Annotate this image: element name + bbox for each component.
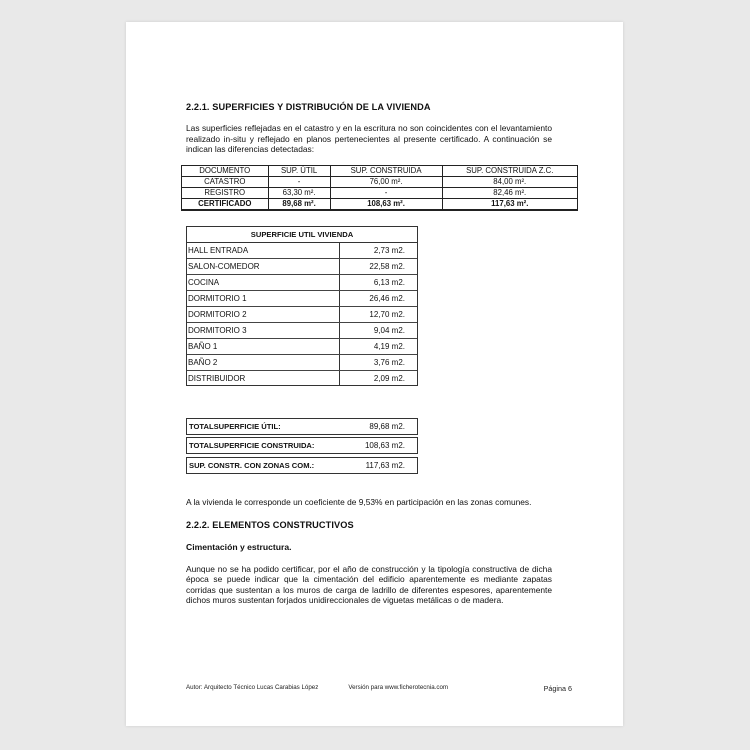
comparison-row [182,176,578,187]
header-cell: DOCUMENTO [182,165,269,176]
header-cell: SUP. ÚTIL [268,165,330,176]
page-number: Página 6 [543,684,572,693]
cell: 63,30 m². [268,187,330,198]
cell: CATASTRO [182,176,269,187]
total-label: SUP. CONSTR. CON ZONAS COM.: [189,461,315,470]
section-title: 2.2.1. SUPERFICIES Y DISTRIBUCIÓN DE LA VIVIENDA [186,102,431,112]
page-content [186,102,554,606]
subsection-title: Cimentación y estructura. [186,541,292,552]
comparison-row-certificado [182,198,578,210]
comparison-header-row [182,165,578,176]
cell: - [268,176,330,187]
room-area: 4,19 m2. [339,339,417,354]
room-name: BAÑO 2 [188,357,218,367]
room-name: DORMITORIO 1 [188,293,247,303]
room-name: DORMITORIO 2 [188,309,247,319]
table-row [187,339,417,355]
room-name: DISTRIBUIDOR [188,373,246,383]
table-row [187,275,417,291]
room-area: 2,73 m2. [339,243,417,258]
total-value: 117,63 m2. [365,461,405,470]
table-row [187,259,417,275]
cell: 84,00 m². [442,176,578,187]
room-name: HALL ENTRADA [188,246,249,255]
cell: - [330,187,442,198]
coefficient-paragraph: A la vivienda le corresponde un coeficiente de 9,53% en participación en las zonas comunes. [186,497,532,507]
total-built-area [186,437,418,454]
room-area: 26,46 m2. [339,291,417,306]
document-page [126,22,623,726]
footer-author: Autor: Arquitecto Técnico Lucas Carabias López [186,684,319,691]
body-paragraph: Aunque no se ha podido certificar, por el año de construcción y la tipología constructiva de dicha época se puede indicar que la cimentación del edificio aparentemente es mediante zapatas corridas que sustentan a los muros de carga de ladrillo de diferentes espesores, aparentemente dichos muros sustentan forjados unidireccionales de viguetas metálicas o de madera. [186,563,552,606]
cell: REGISTRO [182,187,269,198]
room-area-table [186,226,418,386]
room-table-title: SUPERFICIE UTIL VIVIENDA [187,227,417,243]
cell: 117,63 m². [442,198,578,210]
cell: 76,00 m². [330,176,442,187]
room-area: 22,58 m2. [339,259,417,274]
room-name: COCINA [188,277,220,287]
room-area: 6,13 m2. [339,275,417,290]
room-name: SALON-COMEDOR [188,261,260,271]
footer-version: Versión para www.ficherotecnia.com [348,684,449,691]
table-row [187,291,417,307]
total-label: TOTALSUPERFICIE CONSTRUIDA: [189,441,315,450]
total-value: 108,63 m2. [364,441,405,450]
room-area: 12,70 m2. [339,307,417,322]
total-label: TOTALSUPERFICIE ÚTIL: [189,422,281,431]
total-built-common-area [186,457,418,474]
cell: 89,68 m². [268,198,330,210]
lower-section [186,497,552,606]
header-cell: SUP. CONSTRUIDA Z.C. [442,165,578,176]
cell: 82,46 m². [442,187,578,198]
table-row [187,371,417,386]
intro-paragraph: Las superficies reflejadas en el catastro y en la escritura no son coincidentes con el levantamiento realizado in-situ y reflejado en planos pertenecientes al presente certificado. A continuación se indican las diferencias detectadas: [186,123,552,155]
table-row [187,307,417,323]
room-area: 3,76 m2. [339,355,417,370]
table-row [187,323,417,339]
comparison-row [182,187,578,198]
room-name: DORMITORIO 3 [188,325,247,335]
total-value: 89,68 m2. [369,422,405,431]
cell: CERTIFICADO [182,198,269,210]
cell: 108,63 m². [330,198,442,210]
room-area: 2,09 m2. [339,371,417,386]
total-useful-area [186,418,418,435]
room-area: 9,04 m2. [339,323,417,338]
header-cell: SUP. CONSTRUIDA [330,165,442,176]
section2-title: 2.2.2. ELEMENTOS CONSTRUCTIVOS [186,519,354,530]
page-footer [186,684,572,693]
table-row [187,243,417,259]
comparison-table [181,165,578,211]
table-row [187,355,417,371]
room-name: BAÑO 1 [188,341,218,351]
